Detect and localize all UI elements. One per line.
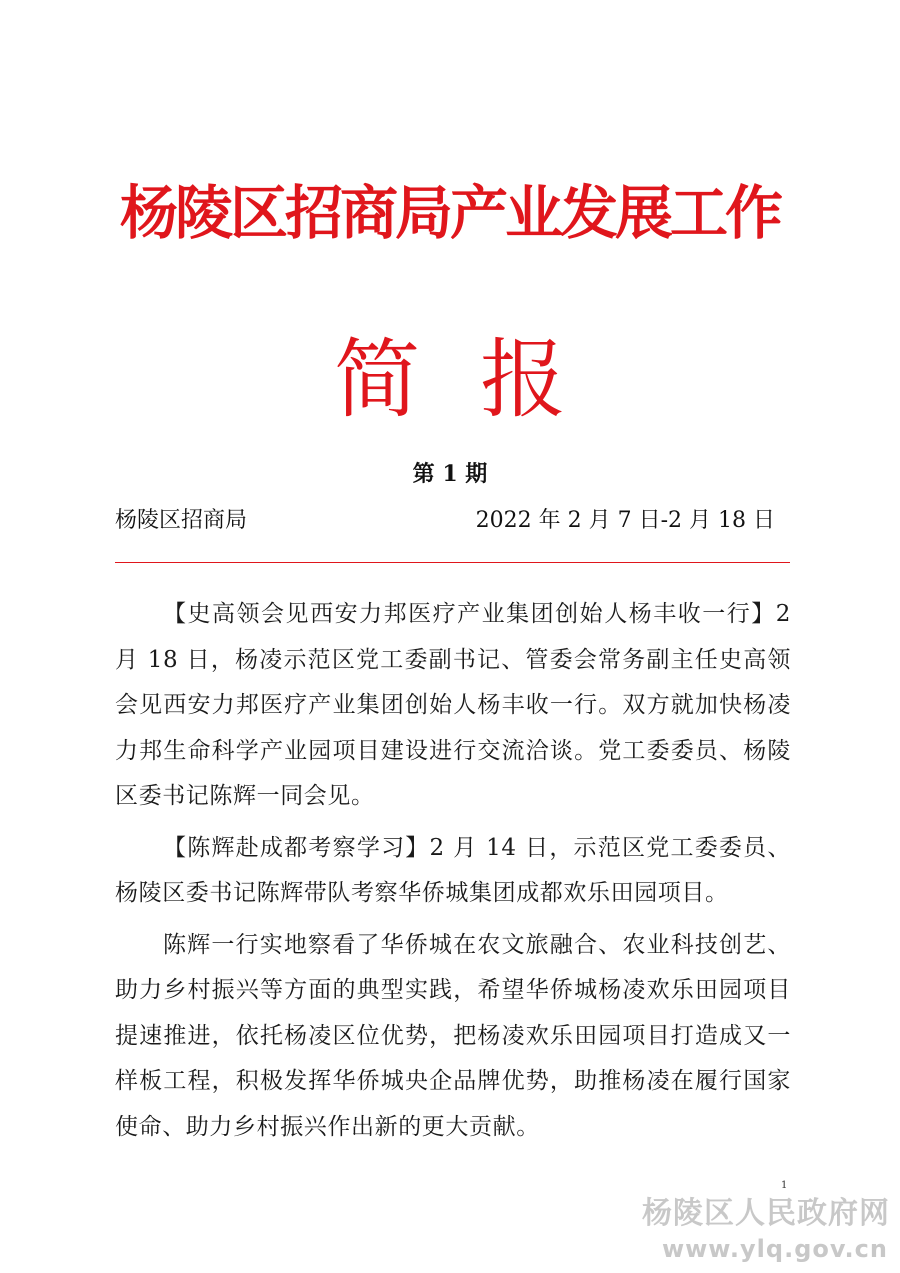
issue-number: 第 1 期 xyxy=(412,461,488,487)
paragraph-1: 【史高领会见西安力邦医疗产业集团创始人杨丰收一行】2 月 18 日，杨凌示范区党工委副书记、管委会常务副主任史高领会见西安力邦医疗产业集团创始人杨丰收一行。双方就加快杨凌力邦生命科学产业园项目建设进行交流洽谈。党工委委员、杨陵区委书记陈辉一同会见。 xyxy=(115,601,791,809)
red-divider-rule xyxy=(115,562,790,563)
masthead-title: 杨陵区招商局产业发展工作 xyxy=(119,179,780,247)
page-number: 1 xyxy=(781,1180,788,1191)
article-body xyxy=(115,592,791,1156)
paragraph-2: 【陈辉赴成都考察学习】2 月 14 日，示范区党工委委员、杨陵区委书记陈辉带队考察华侨城集团成都欢乐田园项目。 xyxy=(115,834,791,906)
meta-row xyxy=(115,505,775,537)
masthead-subtitle: 简报 xyxy=(334,330,626,430)
paragraph-3: 陈辉一行实地察看了华侨城在农文旅融合、农业科技创艺、助力乡村振兴等方面的典型实践，希望华侨城杨凌欢乐田园项目提速推进，依托杨凌区位优势，把杨凌欢乐田园项目打造成又一样板工程，积极发挥华侨城央企品牌优势，助推杨凌在履行国家使命、助力乡村振兴作出新的更大贡献。 xyxy=(115,931,791,1140)
watermark-site-name: 杨陵区人民政府网 xyxy=(642,1196,890,1231)
issuing-organization: 杨陵区招商局 xyxy=(115,508,248,533)
date-range: 2022 年 2 月 7 日-2 月 18 日 xyxy=(475,508,775,533)
watermark-url: www.ylq.gov.cn xyxy=(661,1235,888,1263)
